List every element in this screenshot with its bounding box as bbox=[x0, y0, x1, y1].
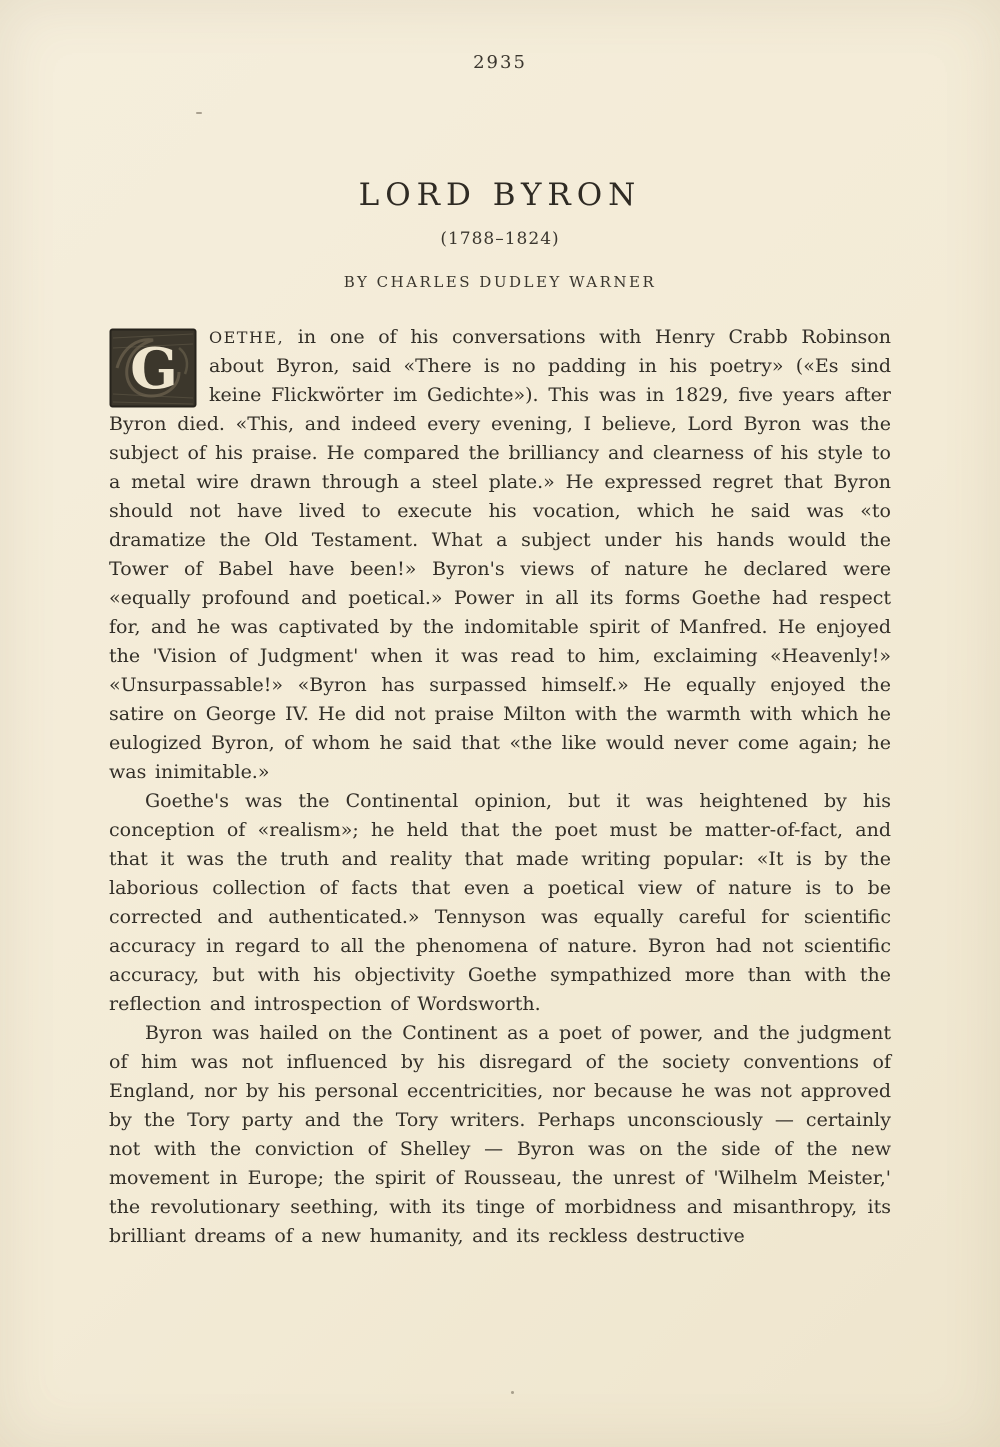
page-title: LORD BYRON bbox=[358, 177, 642, 213]
paragraph: Byron was hailed on the Continent as a poet of power, and the judgment of him was not influenced by his disregard of the society conventions of England, nor by his personal eccentricities, nor because he was not approved by the Tory party and the Tory writers. Perhaps unconsciously — certainly not with the conviction of Shelley — Byron was on the side of the new movement in Europe; the spirit of Rousseau, the unrest of 'Wilhelm Meister,' the revolutionary seething, with its tinge of morbidness and misanthropy, its brilliant dreams of a new humanity, and its reckless destructive bbox=[109, 1022, 891, 1247]
decorative-initial-icon bbox=[109, 328, 197, 408]
paragraph bbox=[109, 323, 891, 787]
lead-word: OETHE, bbox=[209, 328, 285, 347]
page-number: 2935 bbox=[473, 52, 527, 73]
author-dates: (1788–1824) bbox=[440, 229, 560, 249]
article-body bbox=[109, 323, 891, 1251]
scan-speck bbox=[196, 112, 202, 114]
scan-speck bbox=[511, 1391, 514, 1394]
paragraph: Goethe's was the Continental opinion, but it was heightened by his conception of «realism»; he held that the poet must be matter-of-fact, and that it was the truth and reality that made writing popular: «It is by the laborious collection of facts that even a poetical view of nature is to be corrected and authenticated.» Tennyson was equally careful for scientific accuracy in regard to all the phenomena of nature. Byron had not scientific accuracy, but with his objectivity Goethe sympathized more than with the reflection and introspection of Wordsworth. bbox=[109, 790, 891, 1015]
byline: BY CHARLES DUDLEY WARNER bbox=[343, 273, 657, 291]
paragraph-text: in one of his conversations with Henry Crabb Robinson about Byron, said «There is no padding in his poetry» («Es sind keine Flickwörter im Gedichte»). This was in 1829, five years after Byron died. «This, and indeed every evening, I believe, Lord Byron was the subject of his praise. He compared the brilliancy and clearness of his style to a metal wire drawn through a steel plate.» He expressed regret that Byron should not have lived to execute his vocation, which he said was «to dramatize the Old Testament. What a subject under his hands would the Tower of Babel have been!» Byron's views of nature he declared were «equally profound and poetical.» Power in all its forms Goethe had respect for, and he was captivated by the indomitable spirit of Manfred. He enjoyed the 'Vision of Judgment' when it was read to him, exclaiming «Heavenly!» «Unsurpassable!» «Byron has surpassed himself.» He equally enjoyed the satire on George IV. He did not praise Milton with the warmth with which he eulogized Byron, of whom he said that «the like would never come again; he was inimitable.» bbox=[109, 326, 891, 783]
svg-text:G: G bbox=[130, 336, 178, 402]
